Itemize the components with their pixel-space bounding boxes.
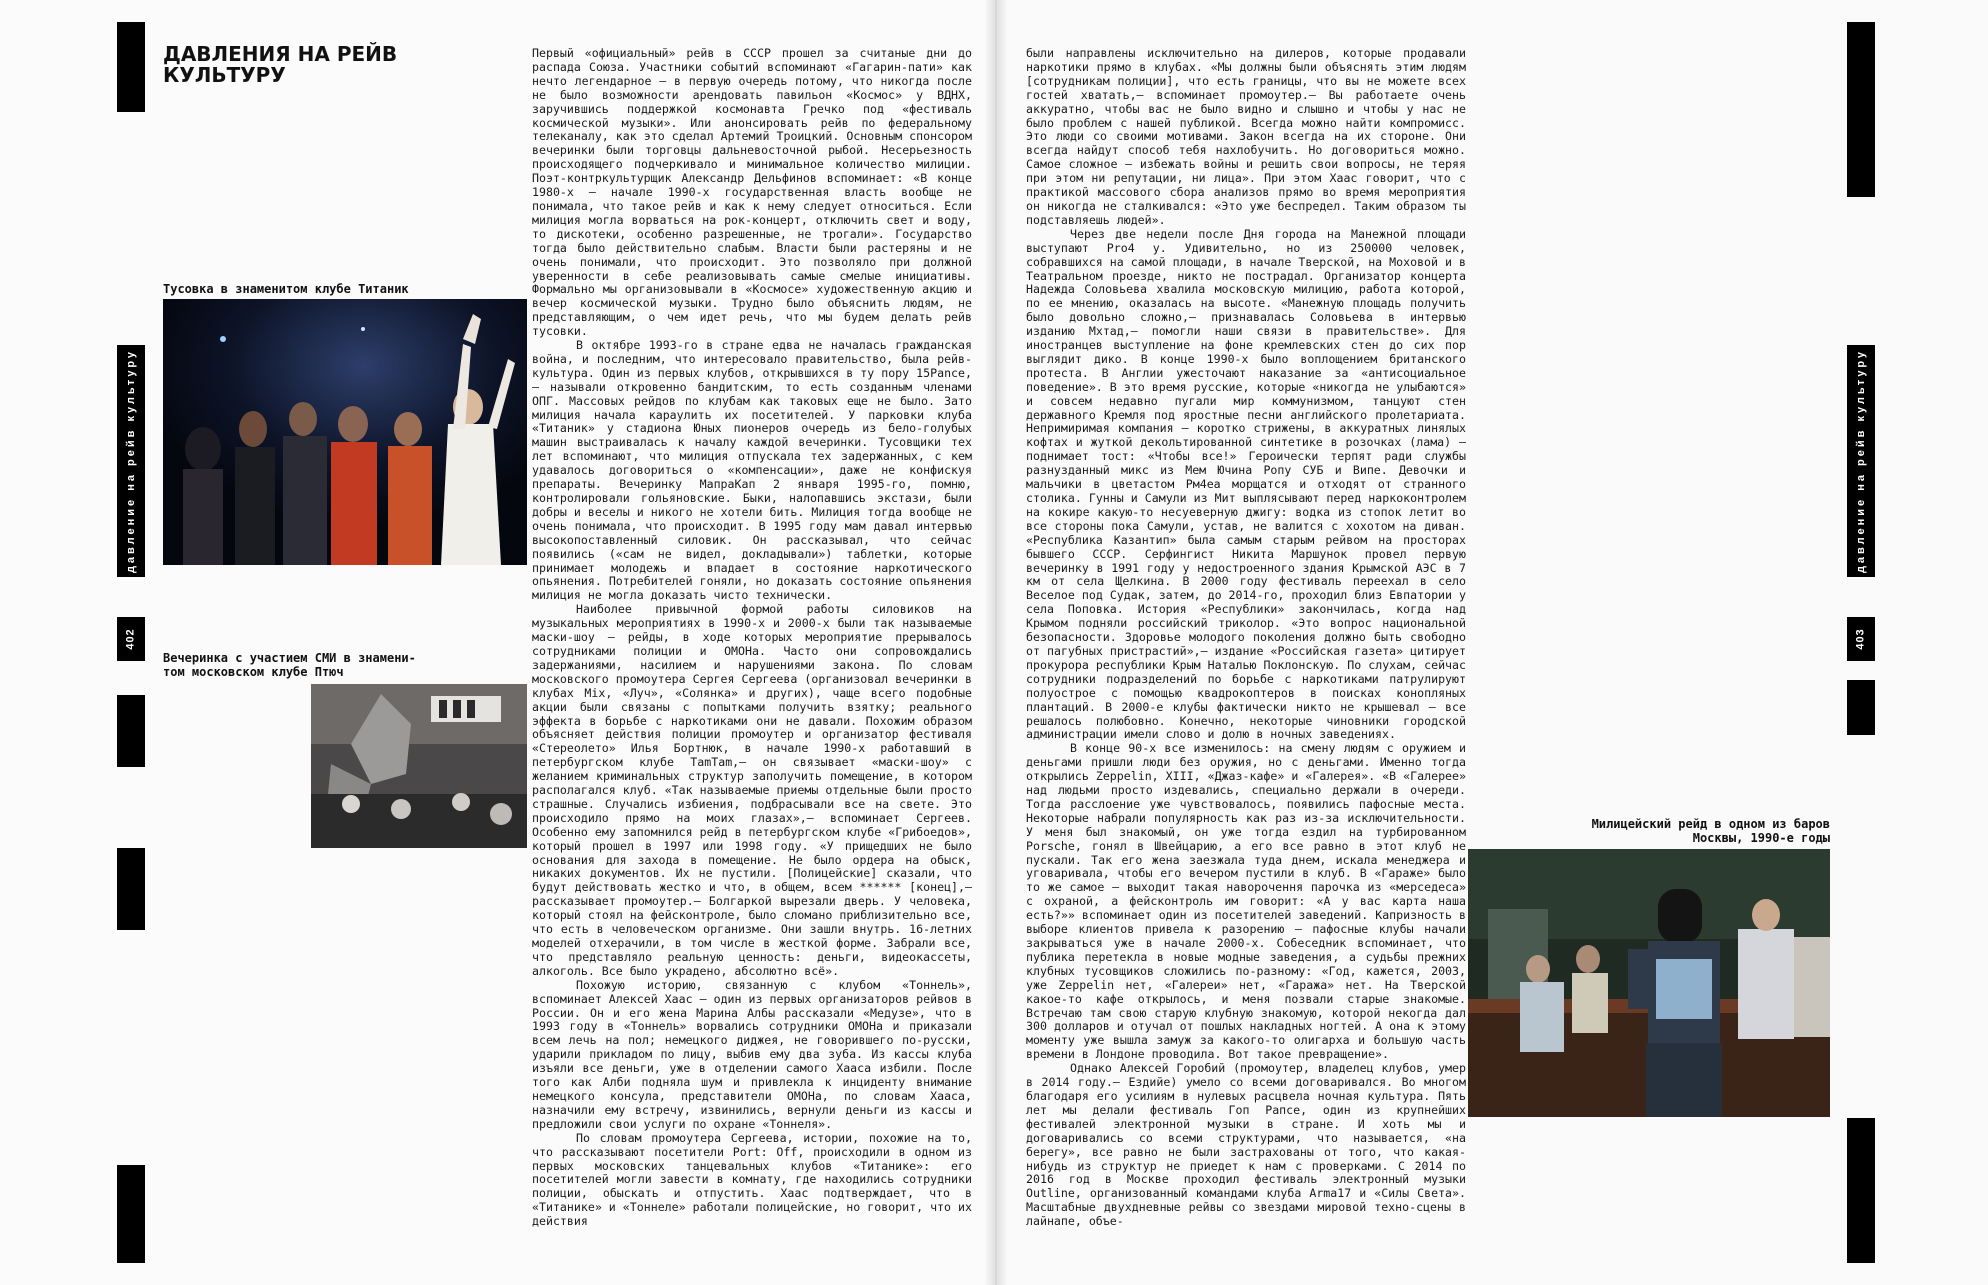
edge-tab	[117, 1165, 145, 1263]
paragraph: Через две недели после Дня города на Манежной площади выступают Pro4 у. Удивительно, но из 250000 человек, собравшихся на самой площади, в начале Тверской, на Моховой и в Театральном проезде, никто не пострадал. Организатор концерта Надежда Соловьева хвалила московскую милицию, работа которой, по ее мнению, оказалась на высоте. «Манежную площадь получить было довольно сложно,— признавалась Соловьева в интервью изданию Мхтад,— помогли наши связи в правительстве». Для иностранцев выступление на фоне кремлевских стен до сих пор выглядит дико. В конце 1990-х было воплощением британского протеста. В Англии ужесточают наказание за «антисоциальное поведение». В это время русские, которые «никогда не улыбаются» и совсем недавно пугали мир коммунизмом, танцуют стен державного Кремля под яростные песни английского пролетариата. Непримиримая компания — коротко стрижены, в аккуратных линялых кофтах и жуткой декольтированной синтетике в розочках (лама) — поднимает тост: «Чтобы все!» Героически терпят ради службы разнузданный микс из Мем Ючина Ропу СУБ и Випе. Девочки и мальчики в цветастом Рм4еа морщатся и отходят от странного столика. Гунны и Самули из Мит выплясывают перед наркоконтролем на кокире какую-то несуеверную джигу: водка из стопок летит во все стороны пока Самули, устав, не валится с хохотом на диван. «Республика Казантип» была самым старым рейвом на просторах бывшего СССР. Серфингист Никита Маршунок провел первую вечеринку в 1991 году у недостроенного здания Крымской АЭС в 7 км от села Щелкина. В 2000 году фестиваль переехал в село Веселое под Судак, затем, до 2014-го, проходил близ Евпатории у села Поповка. История «Республики» закончилась, когда над Крымом подняли российский триколор. «Это вопрос национальной безопасности. Здоровье молодого поколения должно быть свободно от пагубных пристрастий»,— издание «Российская газета» цитирует прокурора республики Крым Наталью Поклонскую. По слухам, сейчас сотрудники подразделений по борьбе с наркотиками патрулируют полуострое с помощью квадрокоптеров в поисках конопляных плантаций. В 2000-е клубы фактически никто не крышевал — все решалось полюбовно. Конечно, некоторые чиновники городской администрации имели слово и долю в ночных заведениях.	[1026, 226, 1466, 742]
raid-photo	[1468, 849, 1830, 1117]
running-head-tab	[1847, 345, 1875, 577]
article-column	[532, 47, 972, 1229]
page-number-tab	[1847, 617, 1875, 661]
photo-caption: Тусовка в знаменитом клубе Титаник	[163, 282, 409, 296]
photo-caption: Вечеринка с участием СМИ в знамени- том московском клубе Птюч	[163, 651, 416, 679]
running-head-tab	[117, 345, 145, 577]
right-page	[994, 0, 1988, 1285]
article-title: ДАВЛЕНИЯ НА РЕЙВ КУЛЬТУРУ	[163, 42, 398, 87]
club-photo-image	[311, 684, 527, 848]
paragraph: По словам промоутера Сергеева, истории, похожие на то, что рассказывают посетители Port: Off, происходили в одном из первых московских танцевальных клубов «Титанике»: его посетителей могли завести в комнату, где находились сотрудники полиции, обыскать и отпустить. Хаас подтверждает, что в «Титанике» и «Тоннеле» работали полицейские, но говорит, что их действия	[532, 1130, 972, 1229]
article-column	[1026, 47, 1466, 1229]
paragraph: Похожую историю, связанную с клубом «Тоннель», вспоминает Алексей Хаас — один из первых организаторов рейвов в России. Он и его жена Марина Албы рассказали «Медузе», что в 1993 году в «Тоннель» ворвались сотрудники ОМОНа и приказали всем лечь на пол; немецкого диджея, не говорившего по-русски, ударили прикладом по лицу, выбив ему два зуба. Из кассы клуба изъяли все деньги, уже в отделении самого Хааса избили. После того как Алби подняла шум и привлекла к инциденту внимание немецкого консула, представители ОМОНа, по словам Хааса, назначили ему встречу, извинились, вернули деньги из кассы и предложили свои услуги по охране «Тоннеля».	[532, 977, 972, 1131]
paragraph: В конце 90-х все изменилось: на смену людям с оружием и деньгами пришли люди без оружия, но с деньгами. Именно тогда открылись Zeppelin, XIII, «Джаз-кафе» и «Галерея». «В «Галерее» над людьми просто издевались, специально держали в очереди. Тогда расслоение уже чувствовалось, появились пафосные места. Некоторые набрали популярность как раз из-за исключительности. У меня был знакомый, он уже тогда ездил на турбированном Porsche, гонял в Швейцарию, а его все равно в этот клуб не пускали. Так его жена заезжала туда днем, искала менеджера и уговаривала, чтобы его вечером пустили в клуб. В «Гараже» было то же самое — выходит такая наворочення парочка из «мерседеса» с охраной, а фейсконтроль им говорит: «А у вас карта наша есть?»» вспоминает один из посетителей заведений. Капризность в выборе клиентов привела к разорению — пафосные клубы начали закрываться уже в начале 2000-х. Собеседник вспоминает, что публика перетекла в новые модные заведения, а судьбы прежних клубных тусовщиков сложились по-разному: «Год, кажется, 2003, уже Zeppelin нет, «Галереи» нет, «Гаража» нет. На Тверской какое-то кафе открылось, и меня позвали старые знакомые. Встречаю там свою старую клубную знакомую, которой некогда дал 300 долларов и отучал от пошлых накладных ногтей. А она к этому моменту уже вышла замуж за какого-то олигарха и большую часть времени в Лондоне проводила. Вот такое превращение».	[1026, 741, 1466, 1062]
running-head-text: давление на рейв культуру	[125, 348, 137, 574]
club-photo	[163, 299, 527, 565]
page-number: 402	[124, 628, 137, 650]
paragraph: Наиболее привычной формой работы силовиков на музыкальных мероприятиях в 1990-х и 2000-х были так называемые маски-шоу — рейды, в ходе которых мероприятие прерывалось сотрудниками полиции и ОМОНа. Часто они сопровождались задержаниями, насилием и нарушениями закона. По словам московского промоутера Сергея Сергеева (организовал вечеринки в клубах Mix, «Луч», «Солянка» и других), чаще всего подобные акции были связаны с попытками получить взятку; реального эффекта в борьбе с наркотиками они не давали. Похожим образом объясняет действия полиции промоутер и организатор фестиваля «Стереолето» Илья Бортнюк, в начале 1990-х работавший в петербургском клубе TamTam,— он связывает «маски-шоу» с желанием криминальных структур заполучить помещение, в котором располагался клуб. «Так называемые приемы отдельные были просто страшные. Случались избиения, подбрасывали все на свете. Это происходило прямо на моих глазах»,— вспоминает Сергеев. Особенно ему запомнился рейд в петербургском клубе «Грибоедов», который прошел в 1997 или 1998 году. «У прищедших не было основания для захода в помещение. Не было ордера на обыск, никаких документов. Их не пустили. [Полицейские] сказали, что будут действовать жестко и что, в общем, всем ****** [конец],— рассказывает промоутер.— Болгаркой вырезали дверь. У человека, который стоял на фейсконтроле, было сломано приблизительно все, что есть в человеческом организме. Они зашли внутрь. 16-летних моделей отхерачили, в том числе в жесткой форме. Забрали все, что представляло реальную ценность: деньги, видеокассеты, алкоголь. Все было украдено, абсолютно всё».	[532, 602, 972, 978]
paragraph: Первый «официальный» рейв в СССР прошел за считаные дни до распада Союза. Участники событий вспоминают «Гагарин-пати» как нечто легендарное — в первую очередь потому, что никогда после не было возможности арендовать павильон «Космос» у ВДНХ, заручившись поддержкой космонавта Гречко под «фестиваль космической музыки». Или анонсировать рейв по федеральному телеканалу, как это сделал Артемий Троицкий. Основным спонсором вечеринки были торговцы дальневосточной рыбой. Несерьезность происходящего подчеркивало и минимальное количество милиции. Поэт-контркультурщик Александр Дельфинов вспоминает: «В конце 1980-х — начале 1990-х государственная власть вообще не понимала, что такое рейв и как к нему следует относиться. Если милиция могла ворваться на рок-концерт, отключить свет и воду, то дискотеки, особенно разрешенные, не трогали». Государство тогда было действительно слабым. Власти были растеряны и не очень понимали, что происходит. Это позволяло при должной уверенности в себе реализовывать самые смелые инициативы. Формально мы организовывали в «Космосе» художественную акцию и вечер космической музыки. Трудно было объяснить людям, не представляющим, о чем идет речь, что мы будем делать рейв тусовки.	[532, 46, 972, 339]
edge-tab	[1847, 680, 1875, 735]
club-photo	[311, 684, 527, 848]
raid-photo-image	[1468, 849, 1830, 1117]
edge-tab	[1847, 22, 1875, 197]
club-photo-image	[163, 299, 527, 565]
edge-tab	[1847, 1118, 1875, 1263]
spine-shadow	[984, 0, 1008, 1285]
edge-tab	[117, 695, 145, 767]
edge-tab	[117, 22, 145, 112]
paragraph: В октябре 1993-го в стране едва не началась гражданская война, и последним, что интересовало правительство, была рейв-культура. Один из первых клубов, открывшихся в ту пору 15Pance,— называли откровенно бандитским, то есть созданным членами ОПГ. Массовых рейдов по клубам как таковых еще не было. Зато милиция начала караулить их посетителей. У парковки клуба «Титаник» у стадиона Юных пионеров очередь из бело-голубых машин выстраивалась к началу каждой вечеринки. Тусовщики тех лет вспоминают, что милиция отпускала тех задержанных, с кем удавалось договориться о «компенсации», даже не конфискуя препараты. Вечеринку МапраКап 2 января 1995-го, помню, контролировали гольяновские. Быки, налопавшись экстази, были добры и веселы и никого не хотели бить. Милиция тогда вообще не очень понимала, что происходит. В 1995 году мам давал интервью высокопоставленный силовик. Он рассказывал, что сейчас появились («сам не видел, докладывали») таблетки, которые принимает молодежь и впадает в состояние наркотического опьянения. Потребителей гоняли, но доказать состояние опьянения милиция не могла доказать чисто технически.	[532, 338, 972, 603]
running-head-text: давление на рейв культуру	[1855, 348, 1867, 574]
edge-tab	[117, 848, 145, 930]
page-number: 403	[1854, 628, 1867, 650]
paragraph: были направлены исключительно на дилеров, которые продавали наркотики прямо в клубах. «Мы должны были объяснять этим людям [сотрудникам полиции], что есть границы, что вы не можете всех гостей хватать,— вспоминает промоутер.— Вы работаете очень аккуратно, чтобы вас не было видно и слышно и чтобы у нас не было проблем с нашей публикой. Всегда можно найти компромисс. Это люди со своими мотивами. Закон всегда на их стороне. Они всегда найдут способ тебя нахлобучить. Но договориться можно. Самое сложное — избежать войны и решить свои вопросы, не теряя при этом ни репутации, ни лица». При этом Хаас говорит, что с практикой массового сбора анализов прямо во время мероприятия он никогда не сталкивался: «Это уже беспредел. Таким образом ты подставляешь людей».	[1026, 46, 1466, 227]
paragraph: Однако Алексей Горобий (промоутер, владелец клубов, умер в 2014 году.— Ездийе) умело со всеми договаривался. Во многом благодаря его усилиям в нулевых расцвела ночная культура. Пять лет мы делали фестиваль Гоп Рапсе, один из крупнейших фестивалей электронной музыки в стране. И хоть мы и договаривались со всеми структурами, что называется, «на берегу», все равно не были застрахованы от того, что какая-нибудь из структур не приедет к нам с проверками. С 2014 по 2016 год в Москве проходил фестиваль электронный музыки Outline, организованный командами клуба Arma17 и «Силы Света». Масштабные двухдневные рейвы со звездами мировой техно-сцены в лайнапе, объе-	[1026, 1061, 1466, 1229]
photo-caption: Милицейский рейд в одном из баров Москвы, 1990-е годы	[1591, 817, 1830, 845]
page-number-tab	[117, 617, 145, 661]
